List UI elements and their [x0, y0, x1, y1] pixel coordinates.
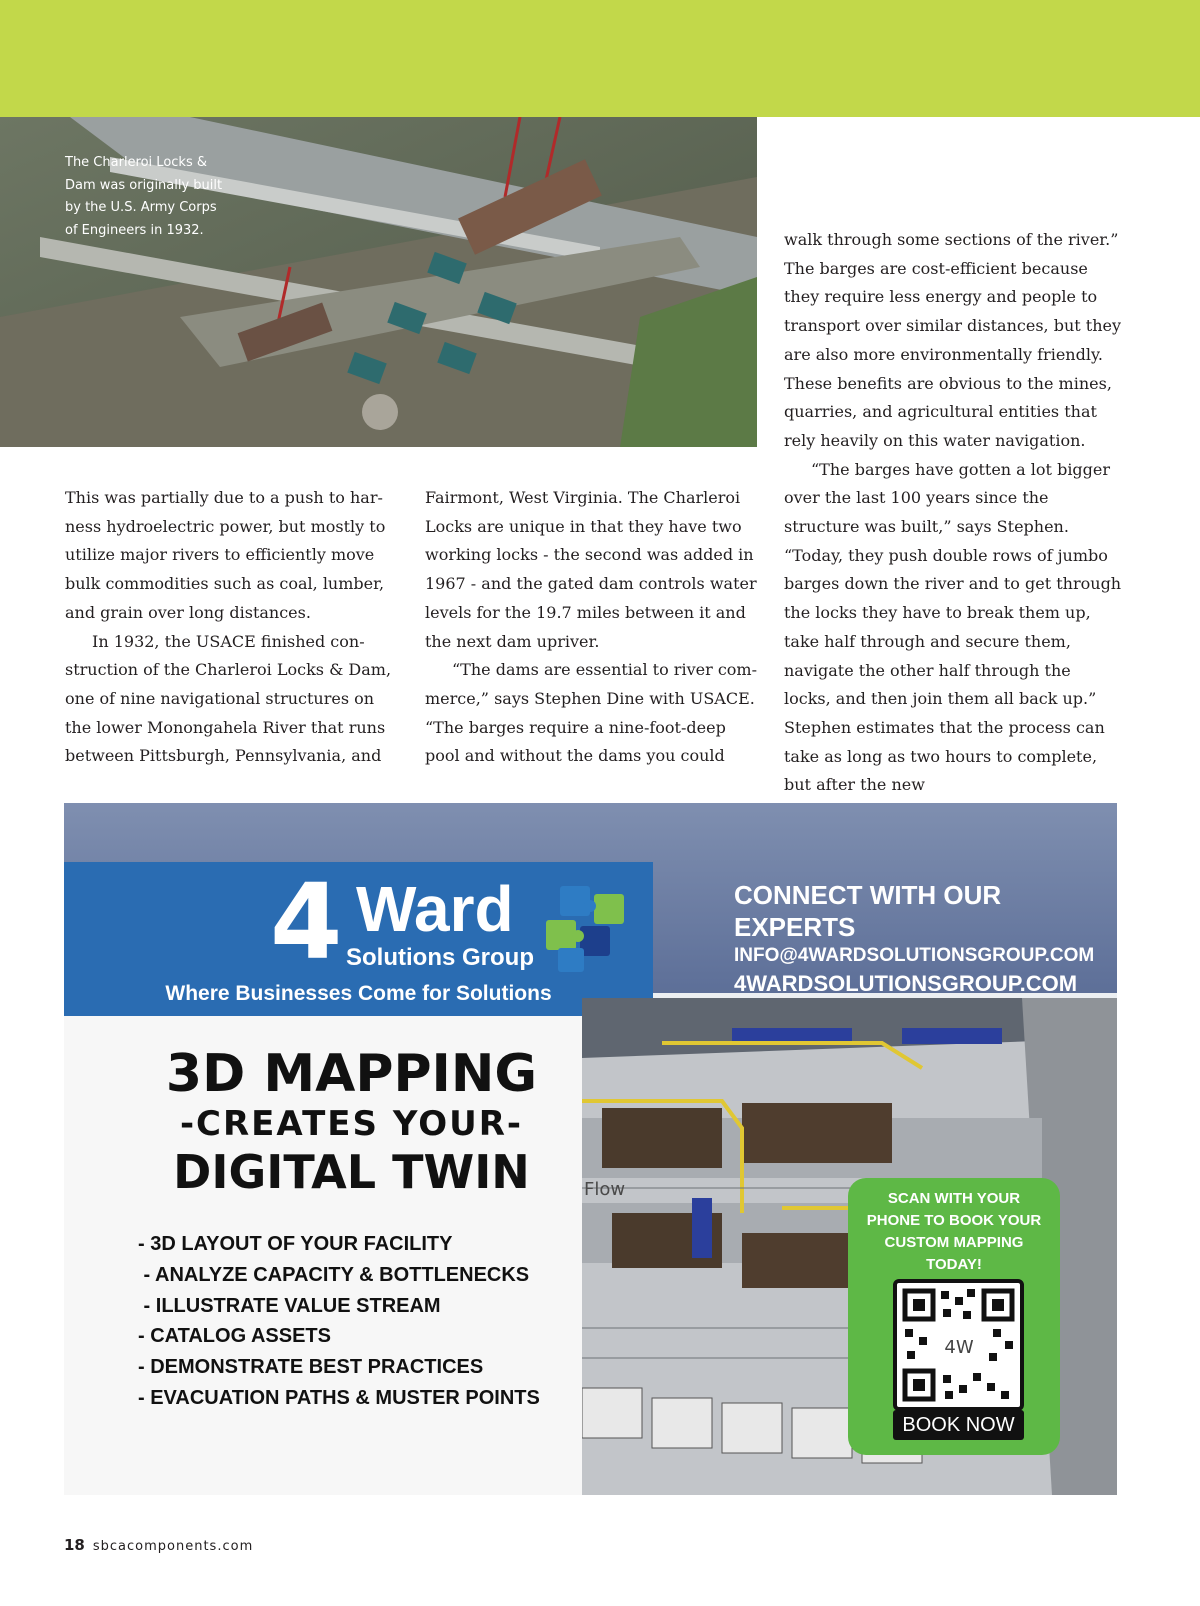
feature-list	[138, 1229, 540, 1414]
paragraph: In 1932, the USACE finished con-struction of the Charleroi Locks & Dam, one of nine navigational structures on the lower Monongahela River that runs between Pittsburgh, Pennsylvania, and	[65, 631, 392, 766]
feature-item: - CATALOG ASSETS	[138, 1325, 331, 1348]
qr-badge: 4W	[944, 1337, 974, 1358]
feature-item: - ANALYZE CAPACITY & BOTTLENECKS	[138, 1263, 530, 1286]
paragraph: “The barges have gotten a lot bigger over the last 100 years since the structure was built,” says Stephen. “Today, they push double rows of jumbo barges down the river and to get through the locks they have to break them up, take half through and secure them, navigate the other half through the locks, and then join them all back up.” Stephen estimates that the process can take as long as two hours to complete, but after the new	[784, 459, 1122, 795]
paragraph: walk through some sections of the river.” The barges are cost-efficient because they require less energy and people to transport over similar distances, but they are also more environmentally friendly. These benefits are obvious to the mines, quarries, and agricultural entities that rely heavily on this water navigation.	[784, 230, 1122, 450]
photo-caption: The Charleroi Locks & Dam was originally built by the U.S. Army Corps of Engineers in 1932.	[65, 155, 223, 238]
ad-headline-digital-twin: DIGITAL TWIN	[173, 1145, 530, 1199]
puzzle-icon	[538, 886, 630, 974]
article-column-1	[65, 484, 403, 771]
qr-callout[interactable]	[848, 1178, 1060, 1455]
footer-site-link[interactable]: sbcacomponents.com	[92, 1539, 254, 1554]
feature-item: - DEMONSTRATE BEST PRACTICES	[138, 1356, 484, 1379]
contact-email-link[interactable]: INFO@4WARDSOLUTIONSGROUP.COM	[734, 945, 1095, 966]
article-column-2	[425, 484, 763, 771]
logo-word: Ward	[356, 873, 514, 945]
paragraph: Fairmont, West Virginia. The Charleroi Locks are unique in that they have two working locks - the second was added in 1967 - and the gated dam controls water levels for the 19.7 miles between it and the next dam upriver.	[425, 488, 757, 651]
connect-title: CONNECT WITH OUR EXPERTS	[734, 880, 1002, 942]
qr-code-icon	[897, 1283, 1020, 1407]
article-column-3	[784, 226, 1122, 800]
feature-item: - 3D LAYOUT OF YOUR FACILITY	[138, 1233, 453, 1255]
logo-number: 4	[270, 861, 343, 983]
page-number: 18	[64, 1536, 85, 1554]
page-footer	[64, 1535, 253, 1554]
qr-code[interactable]	[893, 1279, 1024, 1411]
render-label: Flow	[584, 1179, 626, 1200]
paragraph: “The dams are essential to river com-merce,” says Stephen Dine with USACE. “The barges require a nine-foot-deep pool and without the dams you could	[425, 660, 757, 766]
feature-item: - ILLUSTRATE VALUE STREAM	[138, 1294, 441, 1317]
ad-headline: 3D MAPPING	[165, 1044, 538, 1104]
contact-block	[734, 879, 1117, 999]
contact-website-link[interactable]: 4WARDSOLUTIONSGROUP.COM	[734, 971, 1078, 996]
feature-item: - EVACUATION PATHS & MUSTER POINTS	[138, 1386, 540, 1409]
header-color-band	[0, 0, 1200, 117]
paragraph: This was partially due to a push to har-ness hydroelectric power, but mostly to utilize major rivers to efficiently move bulk commodities such as coal, lumber, and grain over long distances.	[65, 488, 386, 622]
logo-tagline: Where Businesses Come for Solutions	[165, 982, 552, 1005]
brand-logo	[64, 862, 653, 1016]
logo-subtitle: Solutions Group	[346, 944, 534, 971]
book-now-button[interactable]: BOOK NOW	[893, 1410, 1024, 1440]
scan-instructions: SCAN WITH YOUR PHONE TO BOOK YOUR CUSTOM MAPPING TODAY!	[866, 1190, 1042, 1273]
ad-subheadline: -CREATES YOUR-	[179, 1104, 524, 1144]
advertisement-4ward[interactable]	[64, 803, 1117, 1495]
